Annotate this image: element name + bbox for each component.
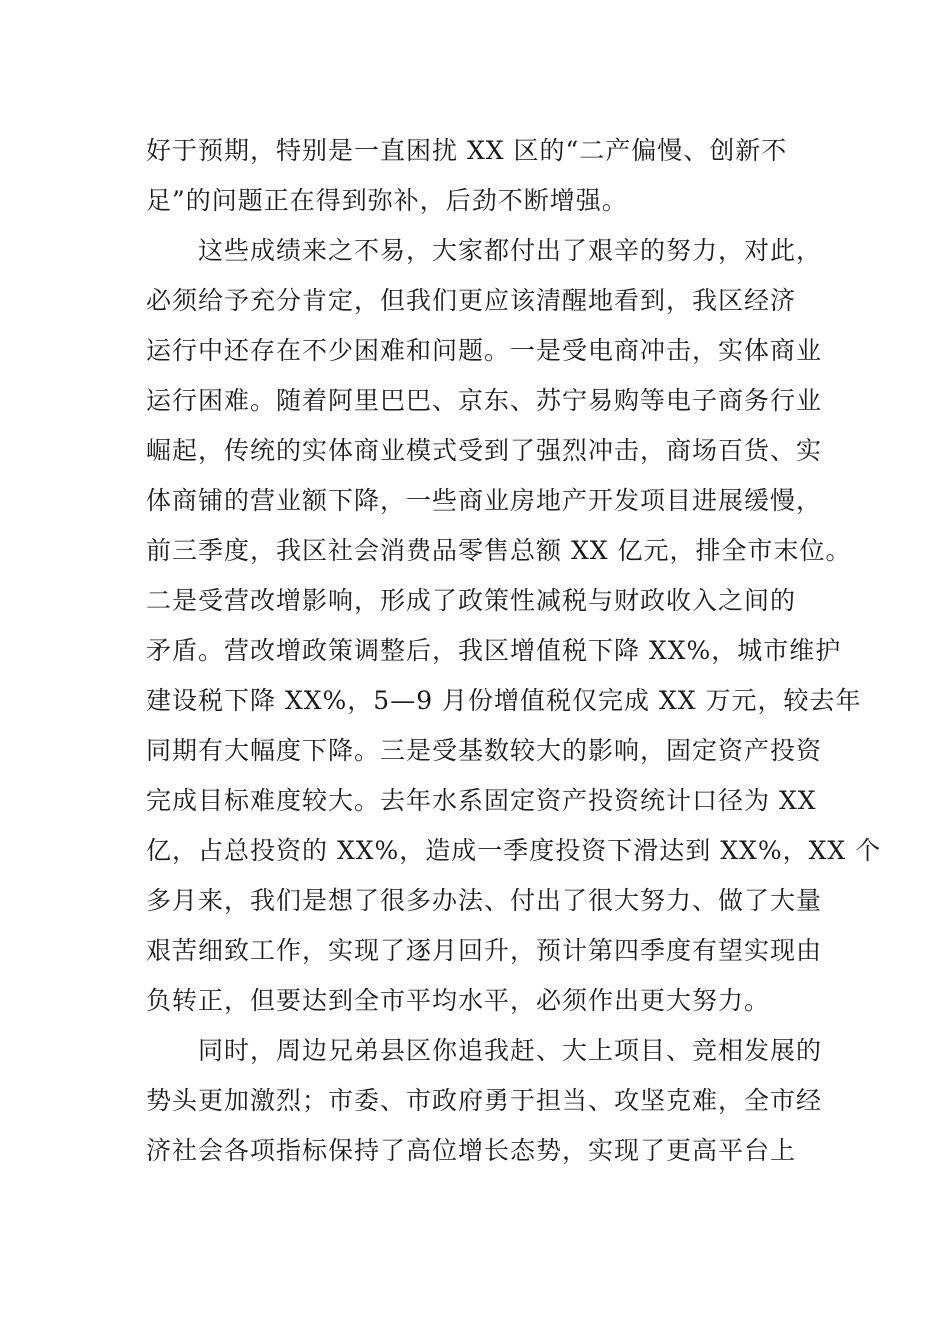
text-line: 这些成绩来之不易，大家都付出了艰辛的努力，对此， [146,236,823,265]
text-line: 负转正，但要达到全市平均水平，必须作出更大努力。 [146,986,771,1015]
text-line: 同期有大幅度下降。三是受基数较大的影响，固定资产投资 [146,736,823,765]
text-line: 同时，周边兄弟县区你追我赶、大上项目、竞相发展的 [146,1036,823,1065]
text-line: 二是受营改增影响，形成了政策性减税与财政收入之间的 [146,586,797,615]
text-line: 足”的问题正在得到弥补，后劲不断增强。 [146,186,628,215]
text-line: 运行中还存在不少困难和问题。一是受电商冲击，实体商业 [146,336,823,365]
text-line: 多月来，我们是想了很多办法、付出了很大努力、做了大量 [146,886,823,915]
text-line: 矛盾。营改增政策调整后，我区增值税下降 XX%，城市维护 [146,636,842,665]
text-line: 完成目标难度较大。去年水系固定资产投资统计口径为 XX [146,786,817,815]
text-line: 必须给予充分肯定，但我们更应该清醒地看到，我区经济 [146,286,797,315]
text-line: 势头更加激烈；市委、市政府勇于担当、攻坚克难，全市经 [146,1086,823,1115]
text-line: 体商铺的营业额下降，一些商业房地产开发项目进展缓慢， [146,486,823,515]
text-line: 好于预期，特别是一直困扰 XX 区的“二产偏慢、创新不 [146,136,788,165]
text-line: 运行困难。随着阿里巴巴、京东、苏宁易购等电子商务行业 [146,386,823,415]
text-line: 前三季度，我区社会消费品零售总额 XX 亿元，排全市末位。 [146,536,852,565]
body-text [146,126,882,1176]
text-line: 艰苦细致工作，实现了逐月回升，预计第四季度有望实现由 [146,936,823,965]
text-line: 建设税下降 XX%，5—9 月份增值税仅完成 XX 万元，较去年 [146,686,862,715]
text-line: 崛起，传统的实体商业模式受到了强烈冲击，商场百货、实 [146,436,823,465]
text-line: 济社会各项指标保持了高位增长态势，实现了更高平台上 [146,1136,797,1165]
text-line: 亿，占总投资的 XX%，造成一季度投资下滑达到 XX%，XX 个 [146,836,882,865]
